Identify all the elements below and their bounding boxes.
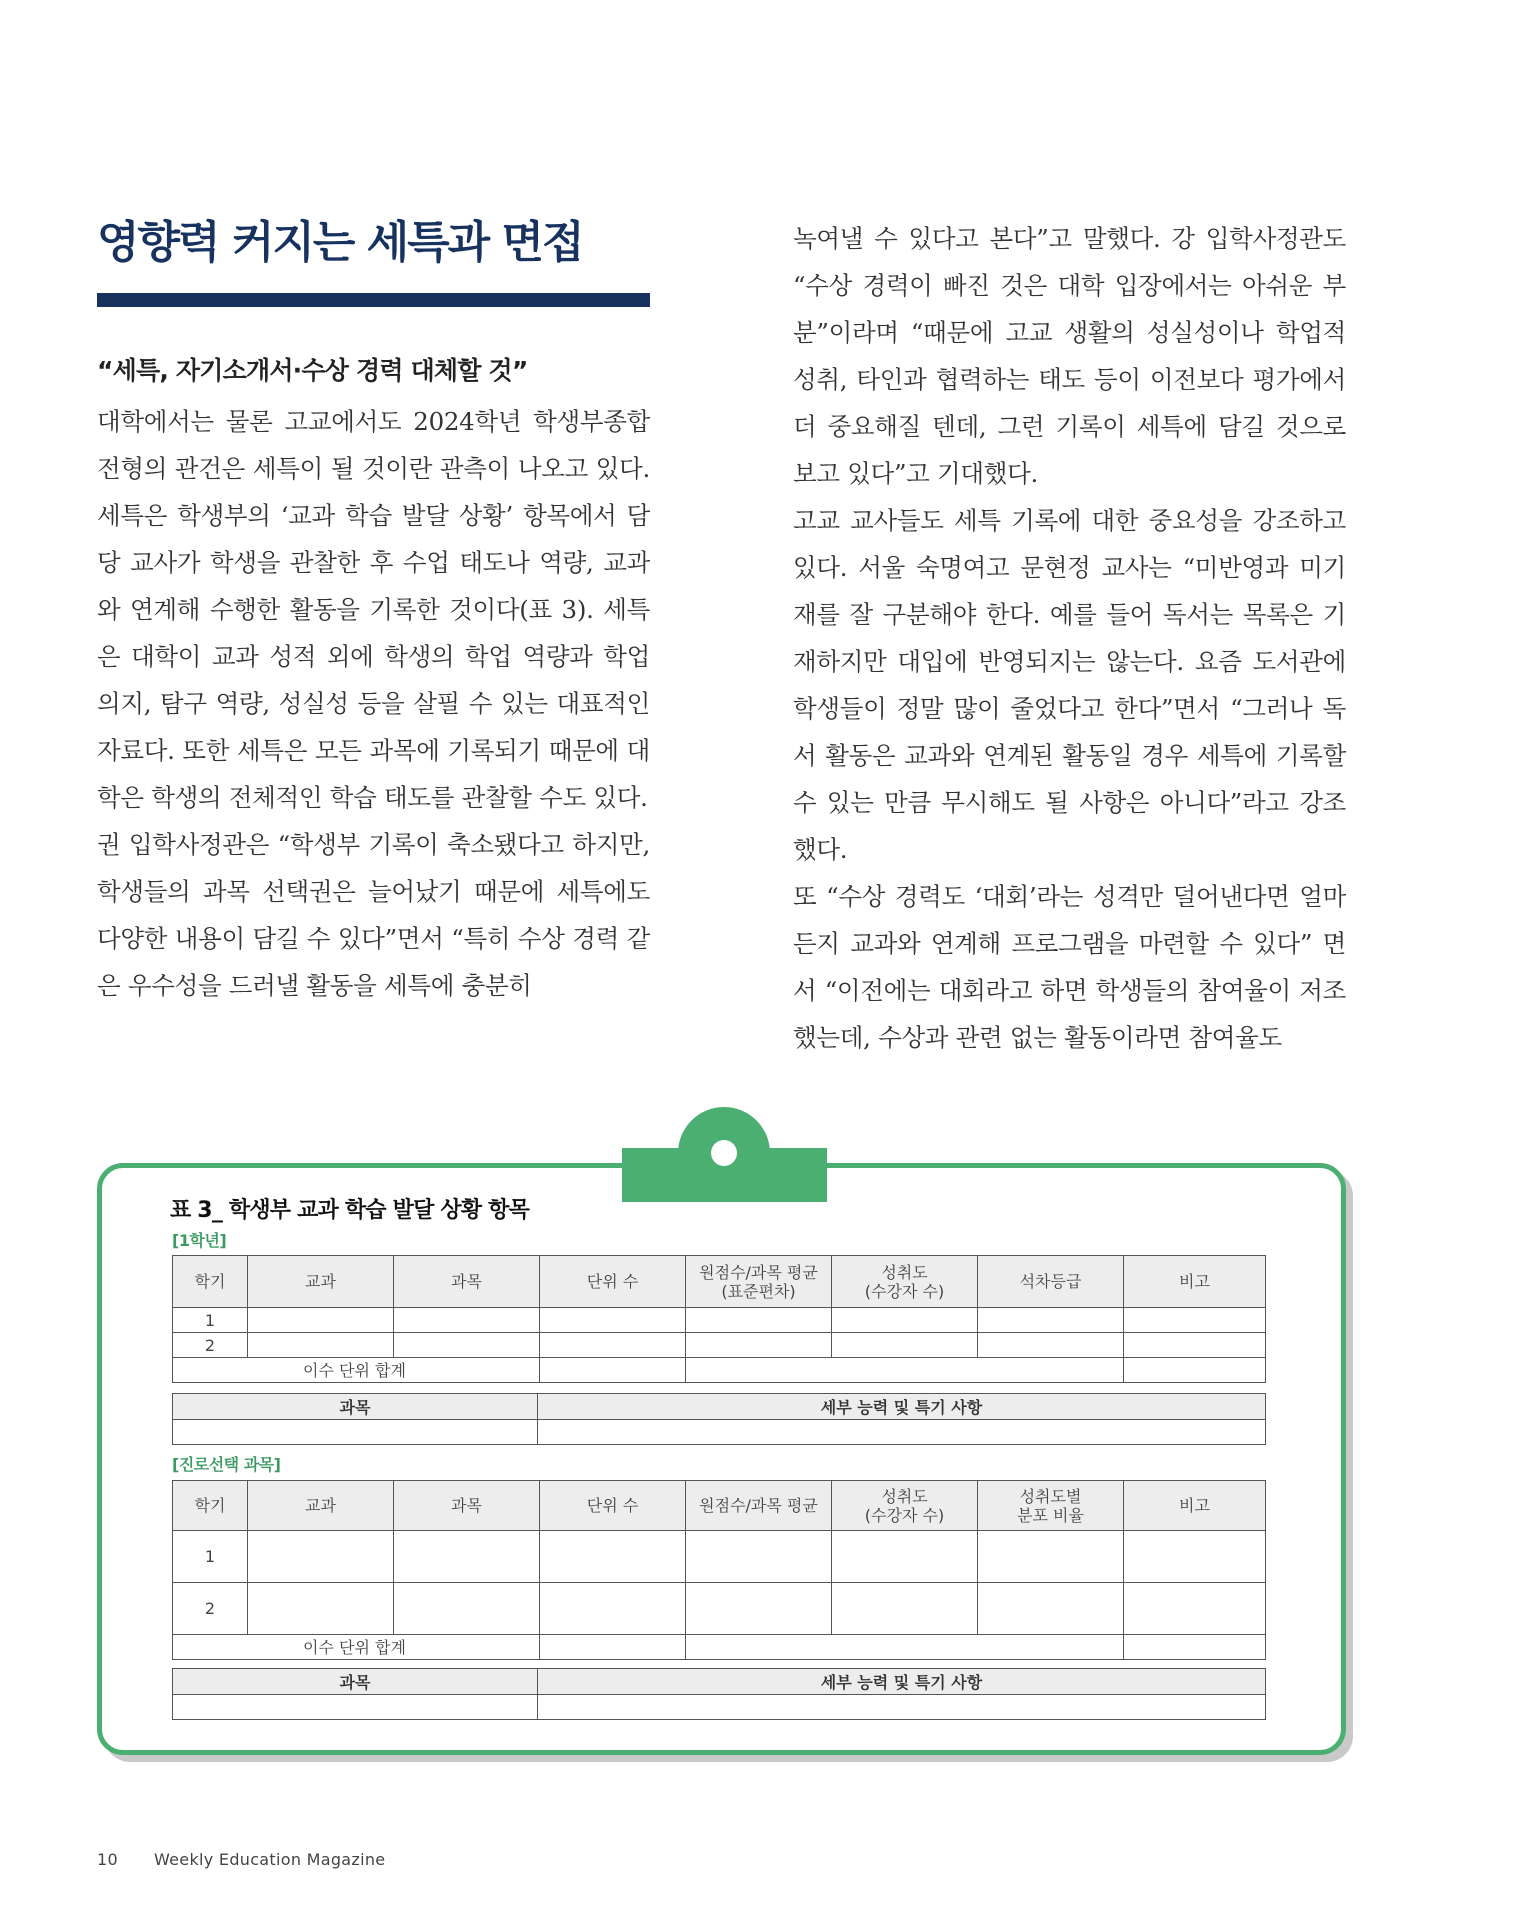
paragraph: 또 “수상 경력도 ‘대회’라는 성격만 덜어낸다면 얼마든지 교과와 연계해 프로그램을 마련할 수 있다” 면서 “이전에는 대회라고 하면 학생들의 참여율이 저조했는데, 수상과 관련 없는 활동이라면 참여율도: [793, 882, 1346, 1052]
table-row: [173, 1308, 1266, 1333]
header-cell: 원점수/과목 평균: [686, 1481, 832, 1531]
subheading: “세특, 자기소개서·수상 경력 대체할 것”: [97, 356, 528, 385]
table-row: [173, 1333, 1266, 1358]
header-cell: 원점수/과목 평균 (표준편차): [686, 1256, 832, 1308]
header-cell: 단위 수: [540, 1256, 686, 1308]
page-footer: [97, 1850, 385, 1869]
paragraph: 녹여낼 수 있다고 본다”고 말했다. 강 입학사정관도 “수상 경력이 빠진 것은 대학 입장에서는 아쉬운 부분”이라며 “때문에 고교 생활의 성실성이나 학업적 성취, 타인과 협력하는 태도 등이 이전보다 평가에서 더 중요해질 텐데, 그런 기록이 세특에 담길 것으로 보고 있다”고 기대했다.: [793, 224, 1346, 488]
sum-row: [173, 1358, 1266, 1383]
table-row: [173, 1531, 1266, 1583]
semester-cell: 1: [173, 1531, 248, 1583]
magazine-name: Weekly Education Magazine: [153, 1850, 386, 1869]
left-column: [97, 398, 650, 1009]
paragraph: 권 입학사정관은 “학생부 기록이 축소됐다고 하지만, 학생들의 과목 선택권은 늘어났기 때문에 세특에도 다양한 내용이 담길 수 있다”면서 “특히 수상 경력 같은 우수성을 드러낼 활동을 세특에 충분히: [97, 830, 650, 1000]
header-cell: 비고: [1124, 1256, 1266, 1308]
sum-label: 이수 단위 합계: [173, 1358, 540, 1383]
semester-cell: 2: [173, 1333, 248, 1358]
header-cell: 성취도 (수강자 수): [832, 1256, 978, 1308]
header-cell: 과목: [394, 1256, 540, 1308]
grade1-detail-table: [172, 1393, 1266, 1445]
grade1-table: [172, 1255, 1266, 1383]
header-cell: 과목: [394, 1481, 540, 1531]
header-cell: 세부 능력 및 특기 사항: [538, 1394, 1266, 1420]
table-row: [173, 1695, 1266, 1720]
table-title: 표 3_ 학생부 교과 학습 발달 상황 항목: [170, 1198, 530, 1223]
header-cell: 성취도별 분포 비율: [978, 1481, 1124, 1531]
semester-cell: 1: [173, 1308, 248, 1333]
header-cell: 교과: [248, 1256, 394, 1308]
career-label: [진로선택 과목]: [172, 1455, 281, 1474]
career-detail-table: [172, 1668, 1266, 1720]
header-cell: 세부 능력 및 특기 사항: [538, 1669, 1266, 1695]
header-cell: 과목: [173, 1394, 538, 1420]
header-cell: 학기: [173, 1256, 248, 1308]
header-cell: 교과: [248, 1481, 394, 1531]
page-number: 10: [97, 1850, 118, 1869]
right-column: [793, 215, 1346, 1061]
table-header-row: [173, 1256, 1266, 1308]
header-cell: 비고: [1124, 1481, 1266, 1531]
table-header-row: [173, 1394, 1266, 1420]
section-heading: 영향력 커지는 세특과 면접: [97, 217, 583, 268]
heading-rule: [97, 293, 650, 307]
clip-hole: [711, 1140, 737, 1166]
paragraph: 고교 교사들도 세특 기록에 대한 중요성을 강조하고 있다. 서울 숙명여고 문현정 교사는 “미반영과 미기재를 잘 구분해야 한다. 예를 들어 독서는 목록은 기재하지만 대입에 반영되지는 않는다. 요즘 도서관에 학생들이 정말 많이 줄었다고 한다”면서 “그러나 독서 활동은 교과와 연계된 활동일 경우 세특에 기록할 수 있는 만큼 무시해도 될 사항은 아니다”라고 강조했다.: [793, 506, 1346, 864]
header-cell: 성취도 (수강자 수): [832, 1481, 978, 1531]
table-row: [173, 1583, 1266, 1635]
table-row: [173, 1420, 1266, 1445]
grade1-label: [1학년]: [172, 1231, 227, 1250]
sum-label: 이수 단위 합계: [173, 1635, 540, 1660]
career-table: [172, 1480, 1266, 1660]
semester-cell: 2: [173, 1583, 248, 1635]
header-cell: 석차등급: [978, 1256, 1124, 1308]
table-header-row: [173, 1669, 1266, 1695]
header-cell: 단위 수: [540, 1481, 686, 1531]
clipboard-frame: [97, 1163, 1346, 1755]
header-cell: 과목: [173, 1669, 538, 1695]
table-header-row: [173, 1481, 1266, 1531]
paragraph: 대학에서는 물론 고교에서도 2024학년 학생부종합전형의 관건은 세특이 될 것이란 관측이 나오고 있다. 세특은 학생부의 ‘교과 학습 발달 상황’ 항목에서 담당 교사가 학생을 관찰한 후 수업 태도나 역량, 교과와 연계해 수행한 활동을 기록한 것이다(표 3). 세특은 대학이 교과 성적 외에 학생의 학업 역량과 학업 의지, 탐구 역량, 성실성 등을 살필 수 있는 대표적인 자료다. 또한 세특은 모든 과목에 기록되기 때문에 대학은 학생의 전체적인 학습 태도를 관찰할 수도 있다.: [97, 407, 650, 812]
header-cell: 학기: [173, 1481, 248, 1531]
sum-row: [173, 1635, 1266, 1660]
